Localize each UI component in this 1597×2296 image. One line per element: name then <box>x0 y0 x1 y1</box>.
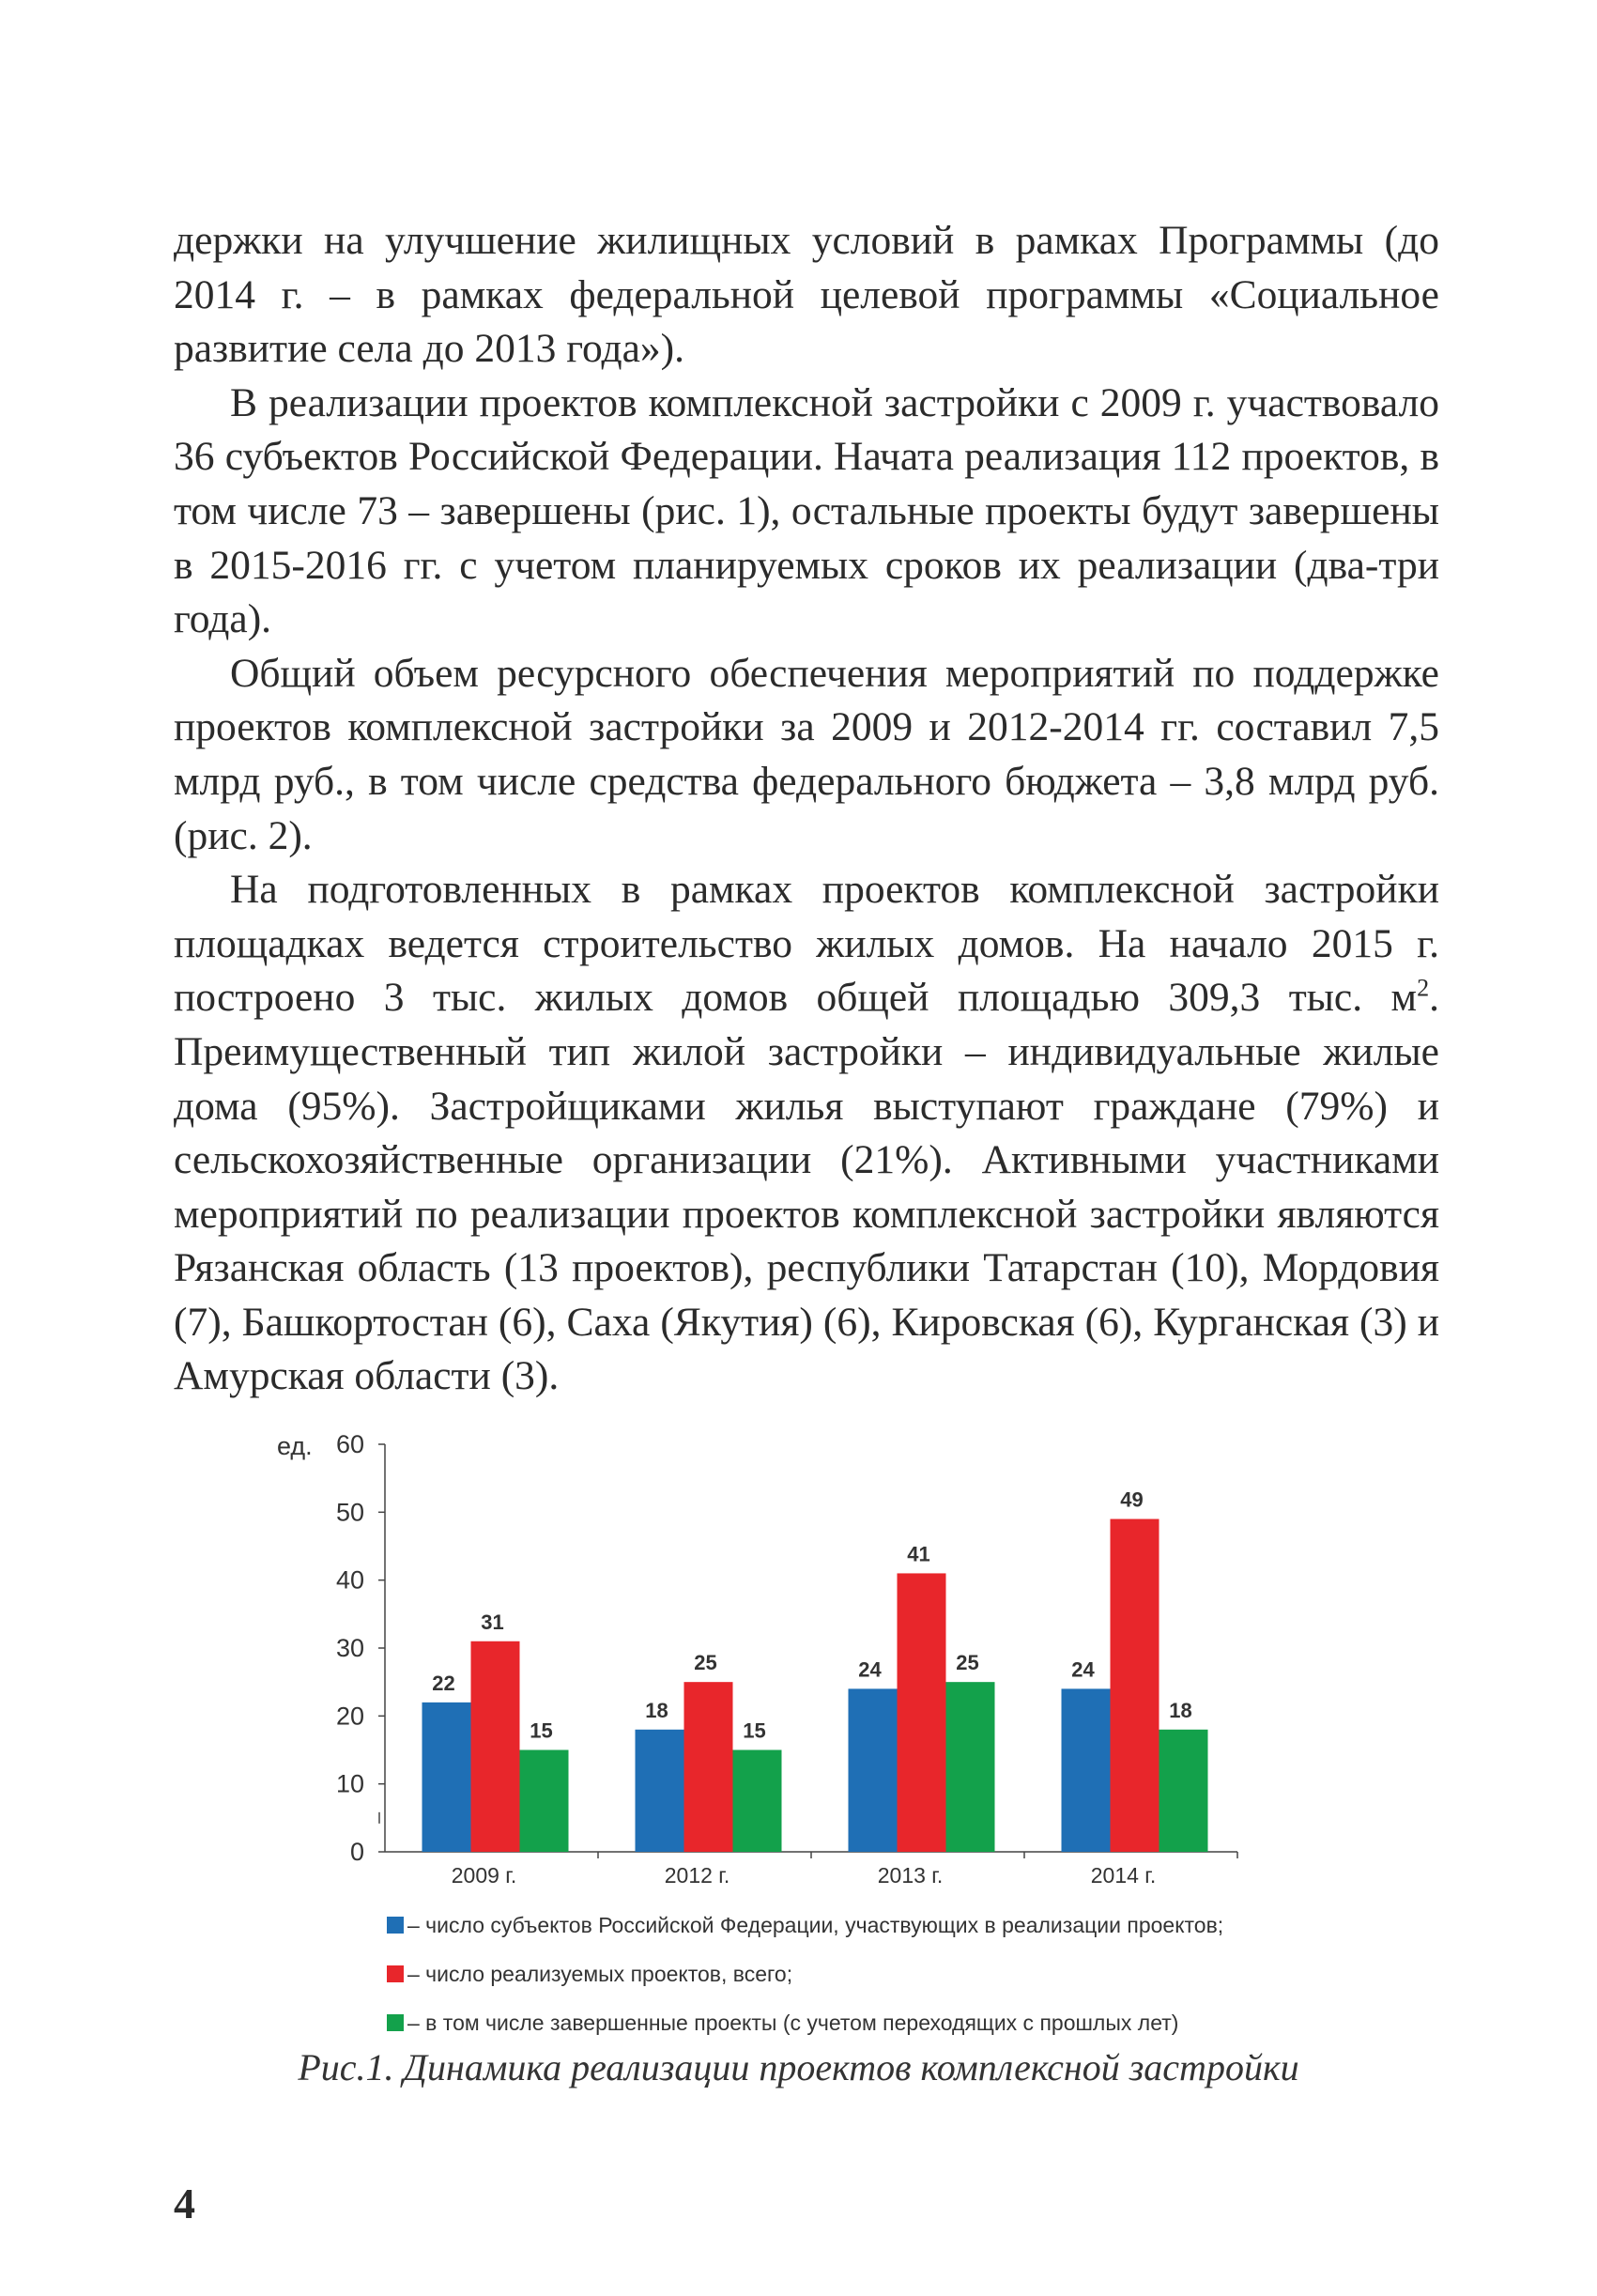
legend-swatch-green <box>387 2014 404 2031</box>
y-tick-label: 50 <box>335 1498 364 1527</box>
category-label: 2009 г. <box>451 1863 517 1888</box>
figure-caption: Рис.1. Динамика реализации проектов комплексной застройки <box>298 2046 1299 2088</box>
bar-chart <box>0 1409 1597 1916</box>
category-labels <box>452 1852 1237 1888</box>
bar <box>946 1682 995 1852</box>
chart-legend <box>387 1911 1223 2057</box>
legend-label-completed: – в том числе завершенные проекты (с учетом переходящих с прошлых лет) <box>407 2010 1179 2035</box>
legend-item-completed <box>387 2009 1223 2037</box>
y-tick-label: 20 <box>335 1702 364 1731</box>
y-tick-label: 40 <box>335 1565 364 1595</box>
bar-value-label: 18 <box>645 1698 668 1722</box>
bar-value-label: 25 <box>956 1651 979 1675</box>
page-number: 4 <box>174 2180 195 2227</box>
y-tick-label: 30 <box>335 1634 364 1662</box>
paragraph-4 <box>174 863 1439 1404</box>
bar <box>849 1688 898 1852</box>
bar <box>471 1641 520 1852</box>
bar <box>898 1573 946 1852</box>
bar-value-label: 25 <box>694 1651 717 1675</box>
legend-item-total-projects <box>387 1960 1223 1988</box>
paragraph-4-part-2: . Преимущественный тип жилой застройки – индивидуальные жилые дома (95%). Застройщиками жилья выступают граждане (79%) и сельскохозяйственные организации (21%). Активными участниками мероприятий по реализации проектов комплексной застройки являются Рязанская область (13 проектов), республики Татарстан (10), Мордовия (7), Башкортостан (6), Саха (Якутия) (6), Кировская (6), Курганская (3) и Амурская области (3). <box>174 975 1439 1399</box>
bar <box>1111 1519 1159 1852</box>
bar-value-label: 41 <box>907 1542 930 1566</box>
legend-item-subjects <box>387 1911 1223 1939</box>
category-label: 2013 г. <box>877 1863 944 1888</box>
bar <box>1159 1730 1208 1852</box>
bar <box>684 1682 733 1852</box>
y-tick-label: 60 <box>335 1430 364 1458</box>
y-tick-label: 0 <box>349 1838 364 1866</box>
legend-label-total-projects: – число реализуемых проектов, всего; <box>407 1961 793 1986</box>
superscript-2: 2 <box>1417 974 1430 1002</box>
bar <box>636 1730 684 1852</box>
paragraph-4-part-1: На подготовленных в рамках проектов комплексной застройки площадках ведется строительство жилых домов. На начало 2015 г. построено 3 тыс. жилых домов общей площадью 309,3 тыс. м <box>174 867 1439 1021</box>
category-label: 2014 г. <box>1090 1863 1157 1888</box>
bar <box>1062 1688 1111 1852</box>
y-unit-label: ед. <box>277 1432 313 1460</box>
bar-value-label: 24 <box>858 1657 882 1682</box>
y-tick-label: 10 <box>335 1769 364 1798</box>
y-ticks <box>336 1430 385 1866</box>
paragraph-1: держки на улучшение жилищных условий в рамках Программы (до 2014 г. – в рамках федеральной целевой программы «Социальное развитие села до 2013 года»). <box>174 218 1439 372</box>
bar-value-label: 15 <box>530 1718 553 1743</box>
bar-value-label: 24 <box>1071 1657 1095 1682</box>
bar <box>422 1703 471 1852</box>
legend-swatch-blue <box>387 1917 404 1934</box>
bar-value-label: 49 <box>1120 1487 1144 1512</box>
bar-value-label: 15 <box>743 1718 766 1743</box>
bar-value-label: 22 <box>432 1671 455 1695</box>
legend-swatch-red <box>387 1965 404 1982</box>
legend-label-subjects: – число субъектов Российской Федерации, участвующих в реализации проектов; <box>407 1912 1224 1937</box>
body-text <box>174 214 1439 1404</box>
category-label: 2012 г. <box>664 1863 730 1888</box>
bar <box>520 1750 569 1853</box>
paragraph-3: Общий объем ресурсного обеспечения мероприятий по поддержке проектов комплексной застройки за 2009 и 2012-2014 гг. составил 7,5 млрд руб., в том числе средства федерального бюджета – 3,8 млрд руб. (рис. 2). <box>174 650 1439 858</box>
bar-value-label: 18 <box>1169 1698 1192 1722</box>
bar <box>733 1750 782 1853</box>
bars <box>422 1519 1208 1852</box>
bar-value-label: 31 <box>481 1610 504 1634</box>
paragraph-2: В реализации проектов комплексной застройки с 2009 г. участвовало 36 субъектов Российской Федерации. Начата реализация 112 проектов, в том числе 73 – завершены (рис. 1), остальные проекты будут завершены в 2015-2016 гг. с учетом планируемых сроков их реализации (два-три года). <box>174 379 1439 642</box>
